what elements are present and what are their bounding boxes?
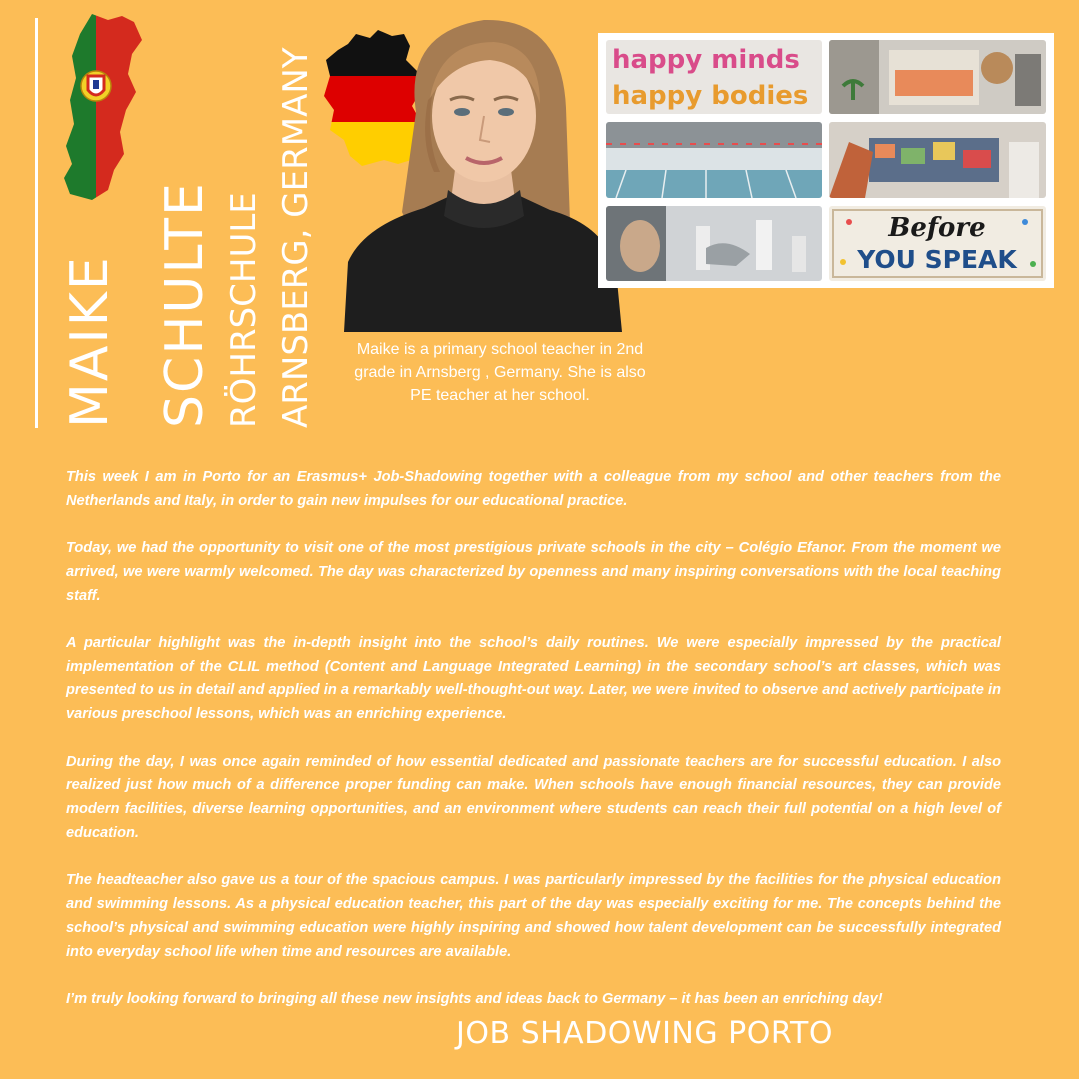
you-speak-text: YOU SPEAK (857, 245, 1017, 274)
footer-title: JOB SHADOWING PORTO (456, 1016, 833, 1051)
collage-tile-swimming-pool (606, 122, 822, 198)
portugal-map-flag (62, 14, 144, 200)
paragraph: Today, we had the opportunity to visit one of the most prestigious private schools in the city – Colégio Efanor. From the moment we arrived, we were warmly welcomed. The day was characterized by openness and many inspiring conversations with the local teaching staff. (66, 540, 1001, 604)
portrait-photo (344, 12, 622, 332)
paragraph: A particular highlight was the in-depth insight into the school’s daily routines. We were especially impressed by the practical implementation of the CLIL method (Content and Language Integrated Learning) in the secondary school’s art classes, which was presented to us in detail and applied in a remarkably well-thought-out way. Later, we were invited to observe and actively participate in various preschool lessons, which was an enriching experience. (66, 634, 1001, 723)
happy-bodies-text: happy bodies (612, 81, 809, 111)
paragraph: This week I am in Porto for an Erasmus+ Job-Shadowing together with a colleague from my school and other teachers from the Netherlands and Italy, in order to gain new impulses for our educational practice. (66, 469, 1001, 509)
school-name: RÖHRSCHULE (224, 192, 264, 428)
before-text: Before (888, 213, 986, 243)
collage-tile-classroom-wall (829, 40, 1046, 114)
photo-collage (598, 33, 1054, 288)
collage-tile-microscopes (606, 206, 822, 281)
paragraph: I’m truly looking forward to bringing all these new insights and ideas back to Germany – it has been an enriching day! (66, 990, 883, 1007)
collage-tile-before-you-speak (829, 206, 1046, 281)
first-name: MAIKE (60, 255, 120, 428)
collage-tile-art-classroom (829, 122, 1046, 198)
collage-tile-happy-minds (606, 40, 822, 114)
happy-minds-text: happy minds (612, 45, 800, 75)
paragraph: The headteacher also gave us a tour of the spacious campus. I was particularly impressed by the facilities for the physical education and swimming lessons. As a physical education teacher, this part of the day was especially exciting for me. The concepts behind the school’s physical and swimming education were highly inspiring and showed how talent development can be successfully integrated into everyday school life when time and resources are available. (66, 872, 1001, 960)
vertical-divider-line (35, 18, 38, 428)
photo-caption: Maike is a primary school teacher in 2nd grade in Arnsberg , Germany. She is also PE teacher at her school. (354, 341, 646, 405)
location: ARNSBERG, GERMANY (276, 47, 316, 428)
article-body (66, 466, 1001, 1012)
last-name: SCHULTE (155, 181, 215, 428)
paragraph: During the day, I was once again reminded of how essential dedicated and passionate teachers are for successful education. I also realized just how much of a difference proper funding can make. When schools have enough financial resources, they can provide modern facilities, diverse learning opportunities, and an environment where students can reach their full potential on a high level of education. (66, 753, 1001, 841)
